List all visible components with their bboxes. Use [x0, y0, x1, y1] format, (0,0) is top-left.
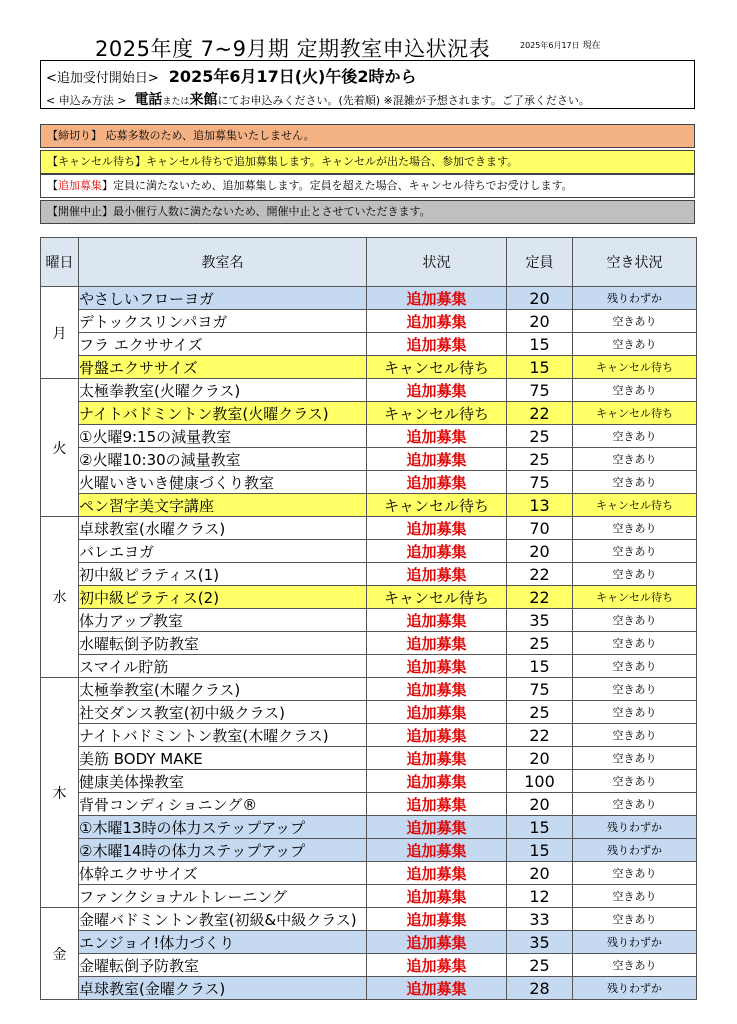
header-status: 状況: [367, 238, 507, 287]
header-capacity: 定員: [507, 238, 573, 287]
table-row: [41, 563, 697, 586]
availability-cell: 残りわずか: [573, 839, 697, 862]
table-row: [41, 586, 697, 609]
status-cell: 追加募集: [367, 632, 507, 655]
capacity-cell: 28: [507, 977, 573, 1000]
class-name-cell: ②木曜14時の体力ステップアップ: [79, 839, 367, 862]
table-header-row: [41, 238, 697, 287]
availability-cell: 残りわずか: [573, 977, 697, 1000]
status-cell: 追加募集: [367, 655, 507, 678]
availability-cell: 空きあり: [573, 425, 697, 448]
table-row: [41, 678, 697, 701]
status-cell: キャンセル待ち: [367, 402, 507, 425]
availability-cell: 空きあり: [573, 310, 697, 333]
capacity-cell: 75: [507, 471, 573, 494]
status-cell: 追加募集: [367, 678, 507, 701]
table-row: [41, 379, 697, 402]
header-class-name: 教室名: [79, 238, 367, 287]
availability-cell: 空きあり: [573, 954, 697, 977]
table-row: [41, 977, 697, 1000]
class-name-cell: 体力アップ教室: [79, 609, 367, 632]
status-cell: 追加募集: [367, 379, 507, 402]
class-name-cell: 金曜バドミントン教室(初級&中級クラス): [79, 908, 367, 931]
table-row: [41, 632, 697, 655]
capacity-cell: 33: [507, 908, 573, 931]
status-cell: キャンセル待ち: [367, 494, 507, 517]
status-cell: 追加募集: [367, 747, 507, 770]
class-name-cell: 卓球教室(金曜クラス): [79, 977, 367, 1000]
start-date-value: 2025年6月17日(火)午後2時から: [168, 67, 417, 86]
class-name-cell: 初中級ピラティス(1): [79, 563, 367, 586]
availability-cell: 空きあり: [573, 333, 697, 356]
availability-cell: 空きあり: [573, 448, 697, 471]
class-name-cell: 卓球教室(水曜クラス): [79, 517, 367, 540]
availability-cell: 空きあり: [573, 655, 697, 678]
status-cell: 追加募集: [367, 701, 507, 724]
table-row: [41, 448, 697, 471]
capacity-cell: 20: [507, 747, 573, 770]
status-cell: 追加募集: [367, 540, 507, 563]
capacity-cell: 22: [507, 586, 573, 609]
table-row: [41, 333, 697, 356]
table-row: [41, 402, 697, 425]
capacity-cell: 25: [507, 701, 573, 724]
capacity-cell: 15: [507, 816, 573, 839]
class-name-cell: 金曜転倒予防教室: [79, 954, 367, 977]
availability-cell: 空きあり: [573, 563, 697, 586]
status-cell: 追加募集: [367, 563, 507, 586]
table-row: [41, 816, 697, 839]
table-row: [41, 793, 697, 816]
capacity-cell: 20: [507, 862, 573, 885]
capacity-cell: 25: [507, 448, 573, 471]
status-cell: 追加募集: [367, 471, 507, 494]
apply-method-phone: 電話: [134, 92, 163, 108]
table-row: [41, 310, 697, 333]
table-row: [41, 471, 697, 494]
availability-cell: 空きあり: [573, 724, 697, 747]
legend-additional: [40, 174, 695, 198]
legend-waitlist: 【キャンセル待ち】キャンセル待ちで追加募集します。キャンセルが出た場合、参加できます。: [40, 150, 695, 174]
status-cell: 追加募集: [367, 333, 507, 356]
capacity-cell: 22: [507, 563, 573, 586]
class-name-cell: ペン習字美文字講座: [79, 494, 367, 517]
class-name-cell: 健康美体操教室: [79, 770, 367, 793]
capacity-cell: 75: [507, 678, 573, 701]
class-name-cell: 太極拳教室(火曜クラス): [79, 379, 367, 402]
availability-cell: 空きあり: [573, 908, 697, 931]
availability-cell: 空きあり: [573, 885, 697, 908]
capacity-cell: 20: [507, 310, 573, 333]
class-name-cell: 骨盤エクササイズ: [79, 356, 367, 379]
status-cell: 追加募集: [367, 724, 507, 747]
availability-cell: 残りわずか: [573, 816, 697, 839]
class-name-cell: バレエヨガ: [79, 540, 367, 563]
legend-additional-text: 】定員に満たないため、追加募集します。定員を超えた場合、キャンセル待ちでお受けします。: [102, 179, 573, 192]
capacity-cell: 15: [507, 839, 573, 862]
info-box: [40, 60, 695, 109]
availability-cell: 空きあり: [573, 862, 697, 885]
status-cell: 追加募集: [367, 839, 507, 862]
table-row: [41, 862, 697, 885]
status-cell: キャンセル待ち: [367, 586, 507, 609]
availability-cell: キャンセル待ち: [573, 356, 697, 379]
capacity-cell: 22: [507, 402, 573, 425]
day-cell: 月: [41, 287, 79, 379]
as-of-date: [520, 38, 601, 51]
status-cell: 追加募集: [367, 885, 507, 908]
status-cell: 追加募集: [367, 770, 507, 793]
capacity-cell: 35: [507, 931, 573, 954]
status-cell: 追加募集: [367, 425, 507, 448]
status-cell: 追加募集: [367, 862, 507, 885]
capacity-cell: 12: [507, 885, 573, 908]
class-name-cell: 社交ダンス教室(初中級クラス): [79, 701, 367, 724]
status-cell: 追加募集: [367, 816, 507, 839]
table-row: [41, 356, 697, 379]
as-of-suffix: 現在: [582, 41, 601, 51]
status-cell: 追加募集: [367, 448, 507, 471]
availability-cell: 空きあり: [573, 770, 697, 793]
capacity-cell: 15: [507, 333, 573, 356]
table-row: [41, 885, 697, 908]
capacity-cell: 20: [507, 287, 573, 310]
apply-method-text: にてお申込みください。(先着順) ※混雑が予想されます。ご了承ください。: [217, 94, 590, 107]
availability-cell: キャンセル待ち: [573, 494, 697, 517]
day-cell: 木: [41, 678, 79, 908]
class-name-cell: やさしいフローヨガ: [79, 287, 367, 310]
table-row: [41, 287, 697, 310]
class-name-cell: エンジョイ!体力づくり: [79, 931, 367, 954]
capacity-cell: 100: [507, 770, 573, 793]
availability-cell: 空きあり: [573, 609, 697, 632]
table-row: [41, 908, 697, 931]
table-row: [41, 540, 697, 563]
table-row: [41, 724, 697, 747]
page-title: 2025年度 7~9月期 定期教室申込状況表: [95, 37, 491, 61]
legend-additional-tag: 追加募集: [58, 179, 102, 192]
class-name-cell: ナイトバドミントン教室(火曜クラス): [79, 402, 367, 425]
status-cell: 追加募集: [367, 310, 507, 333]
day-cell: 火: [41, 379, 79, 517]
availability-cell: 空きあり: [573, 517, 697, 540]
status-cell: 追加募集: [367, 954, 507, 977]
apply-method-or: または: [162, 97, 190, 107]
availability-cell: 空きあり: [573, 678, 697, 701]
class-name-cell: ①木曜13時の体力ステップアップ: [79, 816, 367, 839]
class-name-cell: 美筋 BODY MAKE: [79, 747, 367, 770]
status-cell: 追加募集: [367, 931, 507, 954]
class-name-cell: フラ エクササイズ: [79, 333, 367, 356]
apply-method-visit: 来館: [189, 92, 218, 108]
start-date-line: [46, 64, 417, 87]
capacity-cell: 70: [507, 517, 573, 540]
table-row: [41, 954, 697, 977]
table-row: [41, 609, 697, 632]
class-status-table: [40, 237, 697, 1000]
status-cell: 追加募集: [367, 287, 507, 310]
status-cell: 追加募集: [367, 793, 507, 816]
availability-cell: キャンセル待ち: [573, 586, 697, 609]
capacity-cell: 75: [507, 379, 573, 402]
capacity-cell: 20: [507, 540, 573, 563]
capacity-cell: 25: [507, 425, 573, 448]
availability-cell: 空きあり: [573, 793, 697, 816]
availability-cell: キャンセル待ち: [573, 402, 697, 425]
class-name-cell: 火曜いきいき健康づくり教室: [79, 471, 367, 494]
status-cell: 追加募集: [367, 977, 507, 1000]
as-of-date-value: 2025年6月17日: [520, 41, 580, 50]
availability-cell: 空きあり: [573, 747, 697, 770]
availability-cell: 空きあり: [573, 632, 697, 655]
class-name-cell: 背骨コンディショニング®: [79, 793, 367, 816]
class-name-cell: デトックスリンパヨガ: [79, 310, 367, 333]
capacity-cell: 35: [507, 609, 573, 632]
class-name-cell: 体幹エクササイズ: [79, 862, 367, 885]
capacity-cell: 25: [507, 632, 573, 655]
class-name-cell: ファンクショナルトレーニング: [79, 885, 367, 908]
legend-cancelled: 【開催中止】最小催行人数に満たないため、開催中止とさせていただきます。: [40, 200, 695, 224]
availability-cell: 空きあり: [573, 379, 697, 402]
table-row: [41, 517, 697, 540]
availability-cell: 残りわずか: [573, 931, 697, 954]
table-row: [41, 839, 697, 862]
availability-cell: 残りわずか: [573, 287, 697, 310]
status-cell: 追加募集: [367, 908, 507, 931]
capacity-cell: 22: [507, 724, 573, 747]
day-cell: 金: [41, 908, 79, 1000]
class-name-cell: ①火曜9:15の減量教室: [79, 425, 367, 448]
apply-method-line: [46, 89, 590, 109]
legend-additional-open: 【: [47, 179, 58, 192]
table-row: [41, 747, 697, 770]
class-name-cell: 太極拳教室(木曜クラス): [79, 678, 367, 701]
capacity-cell: 15: [507, 655, 573, 678]
day-cell: 水: [41, 517, 79, 678]
class-name-cell: 初中級ピラティス(2): [79, 586, 367, 609]
table-row: [41, 425, 697, 448]
class-name-cell: ②火曜10:30の減量教室: [79, 448, 367, 471]
capacity-cell: 25: [507, 954, 573, 977]
status-cell: 追加募集: [367, 517, 507, 540]
class-name-cell: ナイトバドミントン教室(木曜クラス): [79, 724, 367, 747]
capacity-cell: 15: [507, 356, 573, 379]
table-row: [41, 770, 697, 793]
table-body: [41, 287, 697, 1000]
start-date-label: <追加受付開始日>: [46, 71, 159, 86]
class-name-cell: 水曜転倒予防教室: [79, 632, 367, 655]
header-availability: 空き状況: [573, 238, 697, 287]
class-name-cell: スマイル貯筋: [79, 655, 367, 678]
availability-cell: 空きあり: [573, 471, 697, 494]
availability-cell: 空きあり: [573, 701, 697, 724]
table-row: [41, 494, 697, 517]
header-day: 曜日: [41, 238, 79, 287]
status-cell: キャンセル待ち: [367, 356, 507, 379]
capacity-cell: 20: [507, 793, 573, 816]
status-cell: 追加募集: [367, 609, 507, 632]
table-row: [41, 655, 697, 678]
table-row: [41, 931, 697, 954]
legend-closed: 【締切り】 応募多数のため、追加募集いたしません。: [40, 124, 695, 148]
table-row: [41, 701, 697, 724]
apply-method-label: < 申込み方法 >: [46, 94, 127, 107]
capacity-cell: 13: [507, 494, 573, 517]
availability-cell: 空きあり: [573, 540, 697, 563]
